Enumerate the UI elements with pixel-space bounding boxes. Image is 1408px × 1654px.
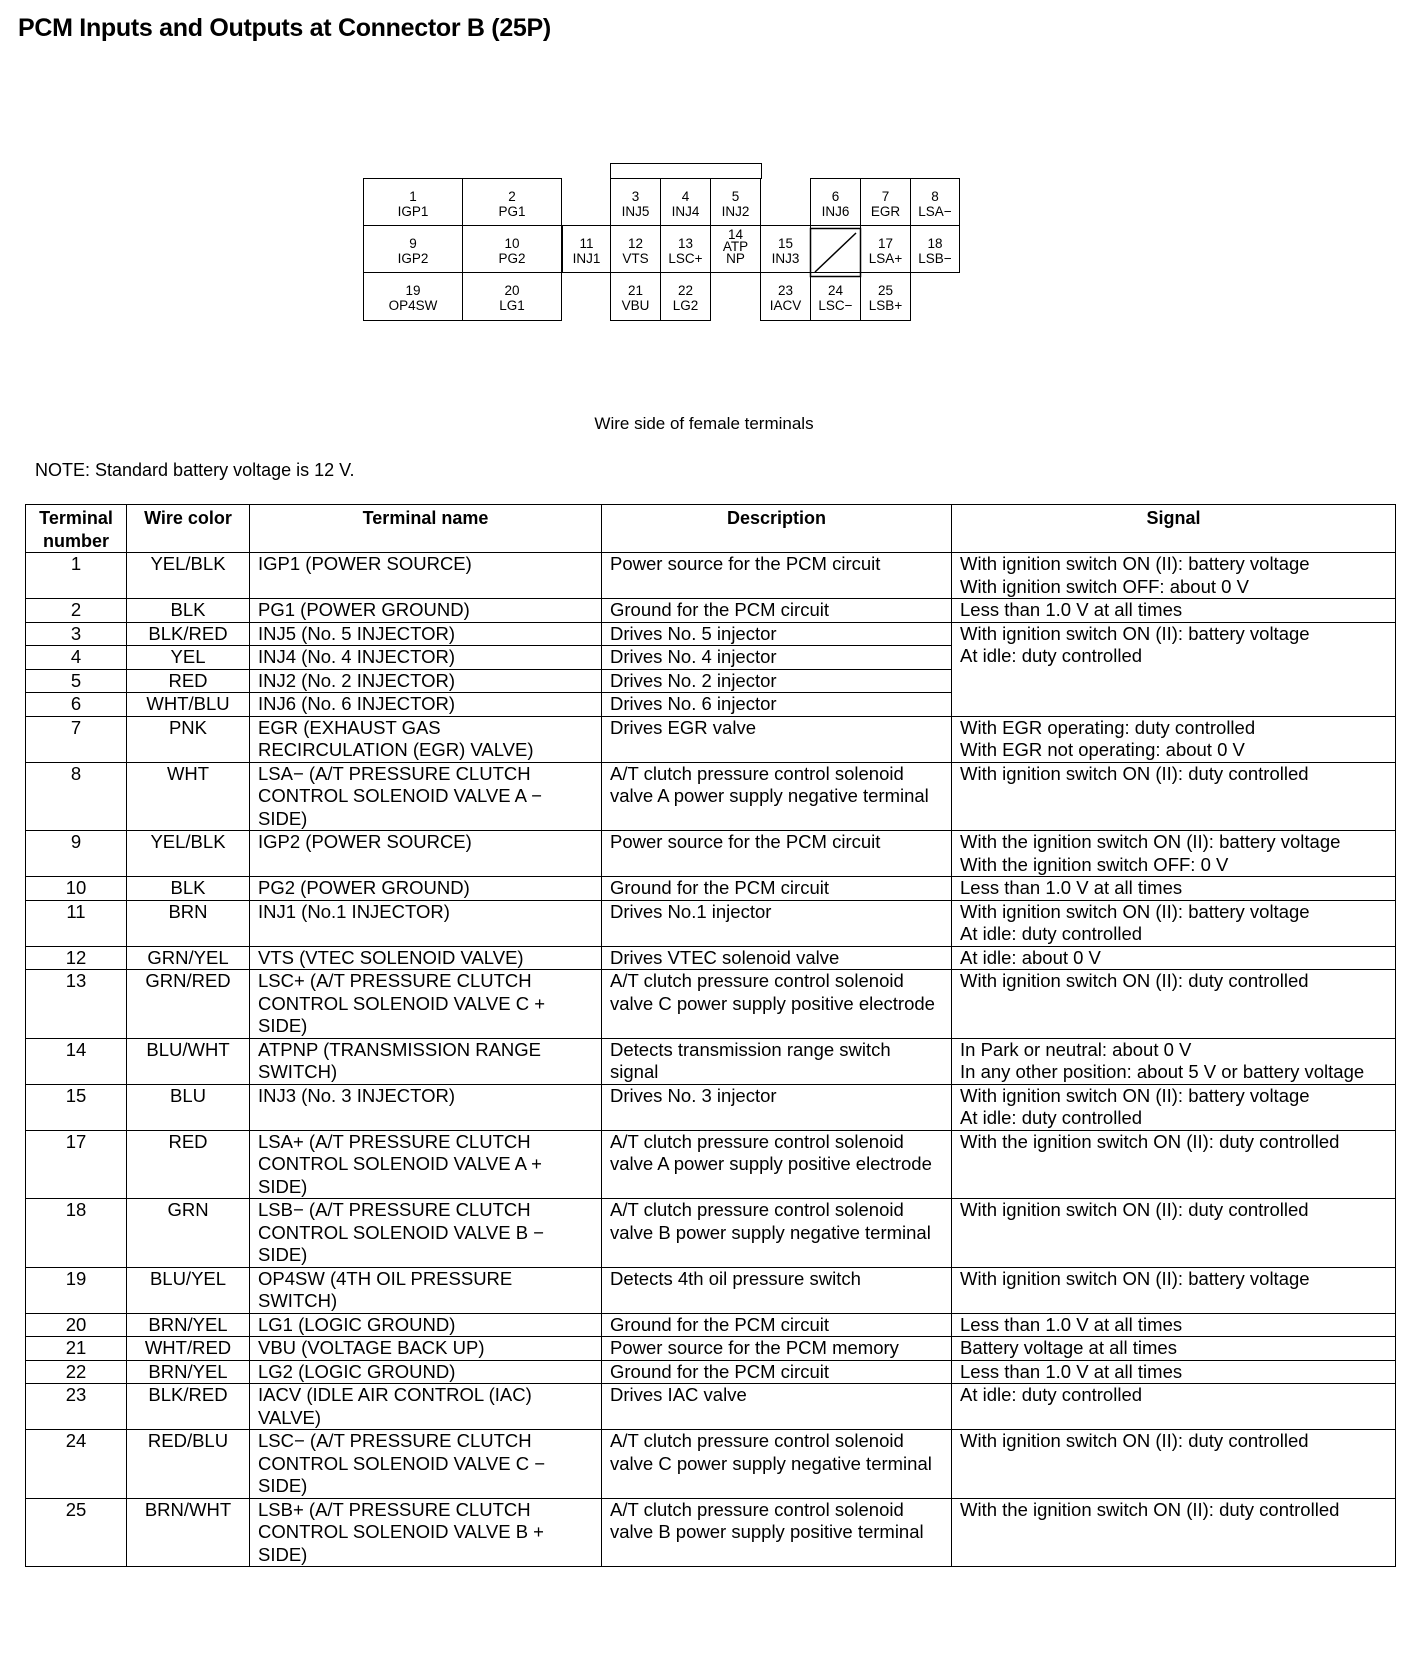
terminal-number-cell: 19 xyxy=(26,1267,127,1313)
header-terminal-number: Terminal number xyxy=(26,505,127,553)
signal-cell: Less than 1.0 V at all times xyxy=(952,877,1396,901)
description-cell: Power source for the PCM circuit xyxy=(602,831,952,877)
signal-cell: With the ignition switch ON (II): duty controlled xyxy=(952,1130,1396,1199)
table-row xyxy=(26,762,1396,831)
connector-terminal-4 xyxy=(660,178,711,226)
connector-terminal-11 xyxy=(562,225,611,273)
table-row xyxy=(26,622,1396,646)
connector-terminal-2 xyxy=(462,178,562,226)
signal-cell: At idle: duty controlled xyxy=(952,1384,1396,1430)
signal-cell: With ignition switch ON (II): battery voltage At idle: duty controlled xyxy=(952,1084,1396,1130)
description-cell: Ground for the PCM circuit xyxy=(602,1313,952,1337)
terminal-number-cell: 2 xyxy=(26,599,127,623)
wire-color-cell: BLU/YEL xyxy=(127,1267,250,1313)
terminal-number: 7 xyxy=(881,189,890,204)
connector-terminal-23 xyxy=(760,272,811,321)
terminal-number: 18 xyxy=(927,236,943,251)
terminal-number: 17 xyxy=(877,236,894,251)
terminal-number: 13 xyxy=(677,236,694,251)
description-cell: A/T clutch pressure control solenoid valve C power supply negative terminal xyxy=(602,1430,952,1499)
terminal-number-cell: 21 xyxy=(26,1337,127,1361)
wire-color-cell: GRN xyxy=(127,1199,250,1268)
terminal-number-cell: 11 xyxy=(26,900,127,946)
wire-color-cell: BLK/RED xyxy=(127,622,250,646)
table-row xyxy=(26,1130,1396,1199)
connector-terminal-24 xyxy=(810,272,861,321)
terminal-number-cell: 3 xyxy=(26,622,127,646)
terminal-label: OP4SW xyxy=(388,298,438,313)
connector-terminal-12 xyxy=(610,225,661,273)
connector-caption: Wire side of female terminals xyxy=(594,414,814,433)
terminal-number-cell: 4 xyxy=(26,646,127,670)
wire-color-cell: YEL xyxy=(127,646,250,670)
wire-color-cell: BRN/WHT xyxy=(127,1498,250,1567)
description-cell: A/T clutch pressure control solenoid valve B power supply positive terminal xyxy=(602,1498,952,1567)
terminal-label: LSC− xyxy=(818,298,853,313)
connector-terminal-18 xyxy=(910,225,960,273)
terminal-number-cell: 8 xyxy=(26,762,127,831)
wire-color-cell: BLU xyxy=(127,1084,250,1130)
connector-terminal-13 xyxy=(660,225,711,273)
terminal-label: INJ6 xyxy=(821,204,850,219)
terminal-number-cell: 1 xyxy=(26,553,127,599)
signal-cell: With ignition switch ON (II): duty controlled xyxy=(952,1430,1396,1499)
wire-color-cell: RED xyxy=(127,1130,250,1199)
terminal-number-cell: 6 xyxy=(26,693,127,717)
terminal-name-cell: ATPNP (TRANSMISSION RANGE SWITCH) xyxy=(250,1038,602,1084)
terminal-number: 21 xyxy=(627,283,644,298)
wire-color-cell: BRN xyxy=(127,900,250,946)
terminal-label: INJ2 xyxy=(721,204,750,219)
description-cell: Detects transmission range switch signal xyxy=(602,1038,952,1084)
terminal-name-cell: LSC− (A/T PRESSURE CLUTCH CONTROL SOLENOID VALVE C − SIDE) xyxy=(250,1430,602,1499)
connector-terminal-21 xyxy=(610,272,661,321)
terminal-name-cell: INJ2 (No. 2 INJECTOR) xyxy=(250,669,602,693)
connector-terminal-17 xyxy=(860,225,911,273)
signal-cell: With ignition switch ON (II): duty controlled xyxy=(952,970,1396,1039)
connector-terminal-10 xyxy=(462,225,562,273)
description-cell: Drives EGR valve xyxy=(602,716,952,762)
table-row xyxy=(26,1360,1396,1384)
connector-terminal-22 xyxy=(660,272,711,321)
terminal-name-cell: PG2 (POWER GROUND) xyxy=(250,877,602,901)
terminal-number-cell: 24 xyxy=(26,1430,127,1499)
terminal-number: 12 xyxy=(627,236,644,251)
wire-color-cell: RED xyxy=(127,669,250,693)
connector-terminal-6 xyxy=(810,178,861,226)
wire-color-cell: WHT/BLU xyxy=(127,693,250,717)
wire-color-cell: PNK xyxy=(127,716,250,762)
connector-terminal-3 xyxy=(610,178,661,226)
table-row xyxy=(26,1430,1396,1499)
connector-terminal-8 xyxy=(910,178,960,226)
wire-color-cell: GRN/RED xyxy=(127,970,250,1039)
terminal-number: 19 xyxy=(405,283,421,298)
terminal-number-cell: 9 xyxy=(26,831,127,877)
terminal-number-cell: 5 xyxy=(26,669,127,693)
terminal-name-cell: INJ5 (No. 5 INJECTOR) xyxy=(250,622,602,646)
description-cell: A/T clutch pressure control solenoid valve C power supply positive electrode xyxy=(602,970,952,1039)
signal-table xyxy=(25,504,1396,1567)
table-row xyxy=(26,1267,1396,1313)
terminal-label: VTS xyxy=(622,251,649,266)
terminal-number: 23 xyxy=(777,283,794,298)
terminal-number-cell: 20 xyxy=(26,1313,127,1337)
connector-terminal-25 xyxy=(860,272,911,321)
terminal-number-cell: 15 xyxy=(26,1084,127,1130)
terminal-name-cell: LG1 (LOGIC GROUND) xyxy=(250,1313,602,1337)
terminal-number-cell: 7 xyxy=(26,716,127,762)
terminal-label: PG1 xyxy=(498,204,526,219)
terminal-label: LSA+ xyxy=(868,251,903,266)
terminal-label: LG1 xyxy=(499,298,525,313)
signal-cell: Less than 1.0 V at all times xyxy=(952,1360,1396,1384)
connector-terminal-9 xyxy=(363,225,463,273)
wire-color-cell: BLK xyxy=(127,877,250,901)
terminal-name-cell: EGR (EXHAUST GAS RECIRCULATION (EGR) VALVE) xyxy=(250,716,602,762)
table-row xyxy=(26,553,1396,599)
terminal-name-cell: LG2 (LOGIC GROUND) xyxy=(250,1360,602,1384)
terminal-number: 25 xyxy=(877,283,894,298)
terminal-label: IGP1 xyxy=(397,204,429,219)
terminal-name-cell: LSB− (A/T PRESSURE CLUTCH CONTROL SOLENOID VALVE B − SIDE) xyxy=(250,1199,602,1268)
terminal-name-cell: INJ1 (No.1 INJECTOR) xyxy=(250,900,602,946)
terminal-label: INJ5 xyxy=(621,204,650,219)
wire-color-cell: WHT xyxy=(127,762,250,831)
terminal-number: 20 xyxy=(504,283,520,298)
signal-cell: With ignition switch ON (II): battery voltage At idle: duty controlled xyxy=(952,900,1396,946)
terminal-label: LSB+ xyxy=(868,298,903,313)
terminal-number: 5 xyxy=(731,189,740,204)
signal-cell: Less than 1.0 V at all times xyxy=(952,599,1396,623)
description-cell: Drives No. 3 injector xyxy=(602,1084,952,1130)
wire-color-cell: WHT/RED xyxy=(127,1337,250,1361)
description-cell: Drives No. 5 injector xyxy=(602,622,952,646)
terminal-name-cell: OP4SW (4TH OIL PRESSURE SWITCH) xyxy=(250,1267,602,1313)
wire-color-cell: GRN/YEL xyxy=(127,946,250,970)
signal-cell: With ignition switch ON (II): duty controlled xyxy=(952,1199,1396,1268)
description-cell: Drives No.1 injector xyxy=(602,900,952,946)
terminal-number-cell: 25 xyxy=(26,1498,127,1567)
terminal-number-cell: 22 xyxy=(26,1360,127,1384)
terminal-number-cell: 23 xyxy=(26,1384,127,1430)
table-row xyxy=(26,716,1396,762)
terminal-number: 1 xyxy=(409,189,417,204)
signal-cell: With EGR operating: duty controlled With EGR not operating: about 0 V xyxy=(952,716,1396,762)
connector-terminal-20 xyxy=(462,272,562,321)
table-row xyxy=(26,900,1396,946)
description-cell: Power source for the PCM circuit xyxy=(602,553,952,599)
terminal-number: 8 xyxy=(931,189,939,204)
terminal-number: 11 xyxy=(579,236,594,251)
terminal-label: ATP NP xyxy=(722,239,749,266)
description-cell: Ground for the PCM circuit xyxy=(602,1360,952,1384)
terminal-name-cell: VBU (VOLTAGE BACK UP) xyxy=(250,1337,602,1361)
terminal-label: LG2 xyxy=(672,298,699,313)
header-signal: Signal xyxy=(952,505,1396,553)
description-cell: Drives No. 2 injector xyxy=(602,669,952,693)
terminal-number-cell: 10 xyxy=(26,877,127,901)
table-row xyxy=(26,1384,1396,1430)
terminal-label: IGP2 xyxy=(397,251,429,266)
connector-terminal-15 xyxy=(760,225,811,273)
signal-cell: With ignition switch ON (II): duty controlled xyxy=(952,762,1396,831)
terminal-name-cell: LSB+ (A/T PRESSURE CLUTCH CONTROL SOLENOID VALVE B + SIDE) xyxy=(250,1498,602,1567)
table-row xyxy=(26,1337,1396,1361)
terminal-number-cell: 18 xyxy=(26,1199,127,1268)
wire-color-cell: BRN/YEL xyxy=(127,1313,250,1337)
table-row xyxy=(26,1498,1396,1567)
header-terminal-name: Terminal name xyxy=(250,505,602,553)
note: NOTE: Standard battery voltage is 12 V. xyxy=(35,460,355,480)
terminal-number: 6 xyxy=(831,189,840,204)
table-row xyxy=(26,831,1396,877)
terminal-name-cell: IACV (IDLE AIR CONTROL (IAC) VALVE) xyxy=(250,1384,602,1430)
terminal-number: 22 xyxy=(677,283,694,298)
description-cell: Power source for the PCM memory xyxy=(602,1337,952,1361)
wire-color-cell: BLU/WHT xyxy=(127,1038,250,1084)
description-cell: Drives VTEC solenoid valve xyxy=(602,946,952,970)
page-title: PCM Inputs and Outputs at Connector B (25P) xyxy=(18,14,551,42)
terminal-number: 14 xyxy=(727,227,744,242)
terminal-name-cell: LSA+ (A/T PRESSURE CLUTCH CONTROL SOLENOID VALVE A + SIDE) xyxy=(250,1130,602,1199)
terminal-name-cell: INJ3 (No. 3 INJECTOR) xyxy=(250,1084,602,1130)
connector-terminal-1 xyxy=(363,178,463,226)
terminal-number-cell: 14 xyxy=(26,1038,127,1084)
terminal-label: INJ1 xyxy=(572,251,601,266)
signal-cell: In Park or neutral: about 0 V In any other position: about 5 V or battery voltage xyxy=(952,1038,1396,1084)
terminal-label: INJ4 xyxy=(671,204,700,219)
terminal-number-cell: 17 xyxy=(26,1130,127,1199)
terminal-name-cell: LSA− (A/T PRESSURE CLUTCH CONTROL SOLENOID VALVE A − SIDE) xyxy=(250,762,602,831)
description-cell: A/T clutch pressure control solenoid valve B power supply negative terminal xyxy=(602,1199,952,1268)
terminal-number: 2 xyxy=(508,189,516,204)
wire-color-cell: BLK xyxy=(127,599,250,623)
description-cell: A/T clutch pressure control solenoid valve A power supply negative terminal xyxy=(602,762,952,831)
signal-cell: With ignition switch ON (II): battery voltage At idle: duty controlled xyxy=(952,622,1396,716)
connector-terminal-7 xyxy=(860,178,911,226)
terminal-name-cell: PG1 (POWER GROUND) xyxy=(250,599,602,623)
header-wire-color: Wire color xyxy=(127,505,250,553)
terminal-name-cell: VTS (VTEC SOLENOID VALVE) xyxy=(250,946,602,970)
terminal-label: LSB− xyxy=(918,251,952,266)
terminal-name-cell: INJ4 (No. 4 INJECTOR) xyxy=(250,646,602,670)
terminal-label: INJ3 xyxy=(771,251,800,266)
signal-cell: With ignition switch ON (II): battery voltage With ignition switch OFF: about 0 V xyxy=(952,553,1396,599)
wire-color-cell: RED/BLU xyxy=(127,1430,250,1499)
header-description: Description xyxy=(602,505,952,553)
terminal-number-cell: 12 xyxy=(26,946,127,970)
wire-color-cell: YEL/BLK xyxy=(127,553,250,599)
description-cell: Detects 4th oil pressure switch xyxy=(602,1267,952,1313)
terminal-name-cell: INJ6 (No. 6 INJECTOR) xyxy=(250,693,602,717)
table-header-row xyxy=(26,505,1396,553)
terminal-name-cell: LSC+ (A/T PRESSURE CLUTCH CONTROL SOLENOID VALVE C + SIDE) xyxy=(250,970,602,1039)
table-row xyxy=(26,970,1396,1039)
terminal-number: 10 xyxy=(504,236,520,251)
connector-terminal-5 xyxy=(710,178,761,226)
terminal-number: 15 xyxy=(777,236,794,251)
wire-color-cell: BLK/RED xyxy=(127,1384,250,1430)
terminal-number: 3 xyxy=(631,189,640,204)
table-row xyxy=(26,946,1396,970)
terminal-label: IACV xyxy=(769,298,802,313)
wire-color-cell: YEL/BLK xyxy=(127,831,250,877)
terminal-label: VBU xyxy=(621,298,650,313)
terminal-name-cell: IGP1 (POWER SOURCE) xyxy=(250,553,602,599)
description-cell: Drives IAC valve xyxy=(602,1384,952,1430)
description-cell: Ground for the PCM circuit xyxy=(602,877,952,901)
table-row xyxy=(26,1084,1396,1130)
terminal-number: 4 xyxy=(681,189,690,204)
description-cell: Drives No. 6 injector xyxy=(602,693,952,717)
table-row xyxy=(26,1038,1396,1084)
terminal-label: PG2 xyxy=(498,251,526,266)
signal-cell: Battery voltage at all times xyxy=(952,1337,1396,1361)
terminal-name-cell: IGP2 (POWER SOURCE) xyxy=(250,831,602,877)
signal-cell: Less than 1.0 V at all times xyxy=(952,1313,1396,1337)
description-cell: A/T clutch pressure control solenoid valve A power supply positive electrode xyxy=(602,1130,952,1199)
signal-cell: With ignition switch ON (II): battery voltage xyxy=(952,1267,1396,1313)
connector-terminal-14 xyxy=(710,225,761,273)
table-row xyxy=(26,1199,1396,1268)
terminal-number: 9 xyxy=(409,236,417,251)
wire-color-cell: BRN/YEL xyxy=(127,1360,250,1384)
terminal-number: 24 xyxy=(827,283,844,298)
terminal-label: LSC+ xyxy=(668,251,703,266)
terminal-label: LSA− xyxy=(918,204,952,219)
table-row xyxy=(26,599,1396,623)
description-cell: Drives No. 4 injector xyxy=(602,646,952,670)
connector-terminal-19 xyxy=(363,272,463,321)
description-cell: Ground for the PCM circuit xyxy=(602,599,952,623)
terminal-number-cell: 13 xyxy=(26,970,127,1039)
table-row xyxy=(26,877,1396,901)
signal-cell: At idle: about 0 V xyxy=(952,946,1396,970)
signal-cell: With the ignition switch ON (II): duty controlled xyxy=(952,1498,1396,1567)
table-row xyxy=(26,1313,1396,1337)
terminal-label: EGR xyxy=(870,204,901,219)
signal-cell: With the ignition switch ON (II): battery voltage With the ignition switch OFF: 0 V xyxy=(952,831,1396,877)
